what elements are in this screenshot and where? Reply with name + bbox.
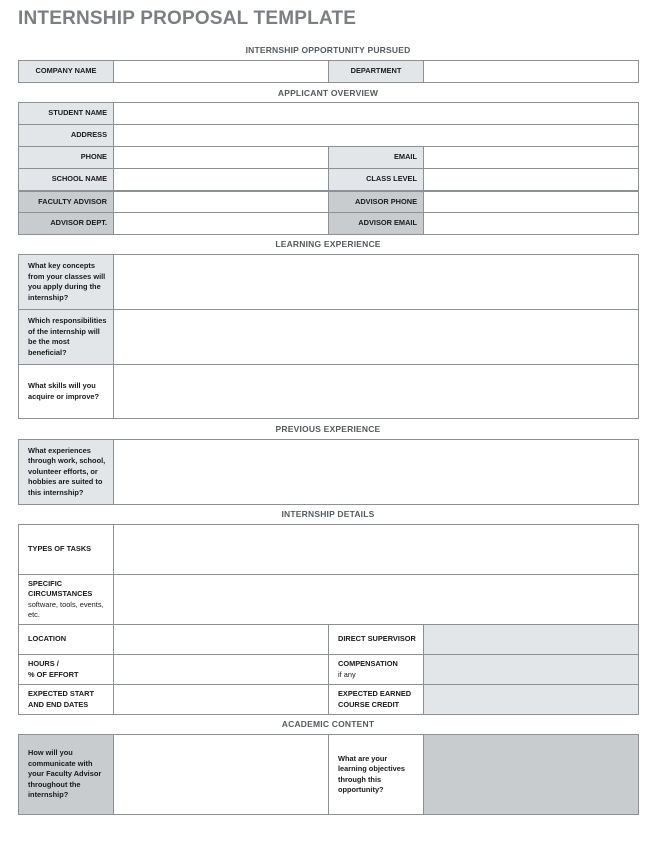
department-label: DEPARTMENT [329,61,424,83]
academic-answer-communicate[interactable] [114,735,329,815]
academic-table [18,734,639,815]
company-name-label: COMPANY NAME [19,61,114,83]
advisor-email-label: ADVISOR EMAIL [329,213,424,235]
learning-question-skills: What skills will you acquire or improve? [19,365,114,419]
specific-circumstances-title: SPECIFIC CIRCUMSTANCES [28,578,93,598]
email-field[interactable] [424,147,639,169]
academic-question-objectives: What are your learning objectives through this opportunity? [329,735,424,815]
location-label: LOCATION [19,625,114,655]
expected-dates-label: EXPECTED START AND END DATES [19,685,114,715]
company-name-field[interactable] [114,61,329,83]
academic-question-communicate: How will you communicate with your Faculty Advisor throughout the internship? [19,735,114,815]
department-field[interactable] [424,61,639,83]
academic-answer-objectives[interactable] [424,735,639,815]
direct-supervisor-label: DIRECT SUPERVISOR [329,625,424,655]
compensation-subtitle: if any [338,669,356,679]
section-heading-learning: LEARNING EXPERIENCE [275,239,381,249]
details-table [18,524,639,715]
previous-table [18,439,639,505]
advisor-dept-label: ADVISOR DEPT. [19,213,114,235]
location-field[interactable] [114,625,329,655]
class-level-field[interactable] [424,169,639,191]
specific-circumstances-subtitle: software, tools, events, etc. [28,599,104,619]
specific-circumstances-label [19,575,114,625]
compensation-field[interactable] [424,655,639,685]
previous-question-experiences: What experiences through work, school, volunteer efforts, or hobbies are suited to this internship? [19,440,114,505]
learning-answer-skills[interactable] [114,365,639,419]
previous-answer-experiences[interactable] [114,440,639,505]
page-title: INTERNSHIP PROPOSAL TEMPLATE [18,8,357,29]
faculty-advisor-field[interactable] [114,191,329,213]
advisor-phone-label: ADVISOR PHONE [329,191,424,213]
section-heading-opportunity: INTERNSHIP OPPORTUNITY PURSUED [245,45,411,55]
phone-label: PHONE [19,147,114,169]
hours-subtitle: % OF EFFORT [28,669,79,679]
school-name-field[interactable] [114,169,329,191]
advisor-dept-field[interactable] [114,213,329,235]
expected-dates-field[interactable] [114,685,329,715]
address-field[interactable] [114,125,639,147]
opportunity-table [18,60,639,83]
advisor-phone-field[interactable] [424,191,639,213]
school-name-label: SCHOOL NAME [19,169,114,191]
faculty-advisor-label: FACULTY ADVISOR [19,191,114,213]
learning-answer-responsibilities[interactable] [114,310,639,365]
advisor-email-field[interactable] [424,213,639,235]
phone-field[interactable] [114,147,329,169]
section-heading-academic: ACADEMIC CONTENT [281,719,375,729]
types-of-tasks-label: TYPES OF TASKS [19,525,114,575]
student-name-label: STUDENT NAME [19,103,114,125]
types-of-tasks-field[interactable] [114,525,639,575]
student-name-field[interactable] [114,103,639,125]
compensation-label [329,655,424,685]
section-heading-applicant: APPLICANT OVERVIEW [277,88,379,98]
expected-credit-label: EXPECTED EARNED COURSE CREDIT [329,685,424,715]
hours-label [19,655,114,685]
class-level-label: CLASS LEVEL [329,169,424,191]
learning-table [18,254,639,419]
direct-supervisor-field[interactable] [424,625,639,655]
compensation-title: COMPENSATION [338,659,398,668]
expected-credit-field[interactable] [424,685,639,715]
hours-title: HOURS / [28,659,59,668]
email-label: EMAIL [329,147,424,169]
learning-answer-concepts[interactable] [114,255,639,310]
section-heading-details: INTERNSHIP DETAILS [281,509,375,519]
section-heading-previous: PREVIOUS EXPERIENCE [275,424,381,434]
applicant-table [18,102,639,235]
specific-circumstances-field[interactable] [114,575,639,625]
learning-question-responsibilities: Which responsibilities of the internship will be the most beneficial? [19,310,114,365]
learning-question-concepts: What key concepts from your classes will you apply during the internship? [19,255,114,310]
hours-field[interactable] [114,655,329,685]
address-label: ADDRESS [19,125,114,147]
